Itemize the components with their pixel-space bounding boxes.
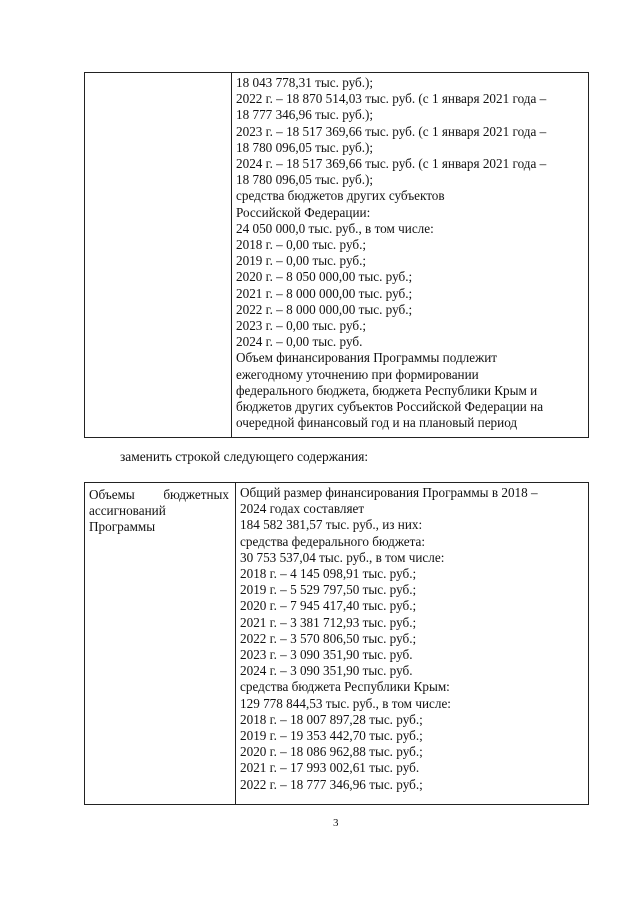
text-line: 2020 г. – 8 050 000,00 тыс. руб.; bbox=[236, 269, 413, 285]
text-line: 2018 г. – 0,00 тыс. руб.; bbox=[236, 237, 367, 253]
text-line: 18 777 346,96 тыс. руб.); bbox=[236, 107, 374, 123]
text-line: 2022 г. – 8 000 000,00 тыс. руб.; bbox=[236, 301, 413, 317]
text-line: 2019 г. – 19 353 442,70 тыс. руб.; bbox=[240, 728, 423, 744]
text-line: 18 043 778,31 тыс. руб.); bbox=[236, 75, 374, 90]
text-line: средства федерального бюджета: bbox=[240, 533, 426, 549]
row-header-cell bbox=[89, 487, 229, 536]
old-funding-text bbox=[236, 75, 584, 431]
text-line: очередной финансовый год и на плановый период bbox=[236, 415, 518, 431]
text-line: Российской Федерации: bbox=[236, 204, 371, 220]
page-number: 3 bbox=[333, 817, 339, 829]
new-funding-text bbox=[240, 485, 584, 793]
text-line: 2024 г. – 18 517 369,66 тыс. руб. (с 1 января 2021 года – bbox=[236, 156, 547, 172]
text-line: 2024 г. – 3 090 351,90 тыс. руб. bbox=[240, 663, 413, 679]
column-divider bbox=[235, 483, 236, 804]
text-line: 2019 г. – 0,00 тыс. руб.; bbox=[236, 253, 367, 269]
text-line: бюджетов других субъектов Российской Федерации на bbox=[236, 399, 544, 415]
text-line: 129 778 844,53 тыс. руб., в том числе: bbox=[240, 695, 451, 711]
text-line: 2024 г. – 0,00 тыс. руб. bbox=[236, 334, 363, 350]
text-line: 2024 годах составляет bbox=[240, 501, 365, 517]
text-line: 2023 г. – 0,00 тыс. руб.; bbox=[236, 318, 367, 334]
text-line: 2020 г. – 7 945 417,40 тыс. руб.; bbox=[240, 598, 417, 614]
text-line: Объем финансирования Программы подлежит bbox=[236, 350, 498, 366]
text-line: средства бюджетов других субъектов bbox=[236, 188, 445, 204]
replace-instruction: заменить строкой следующего содержания: bbox=[120, 449, 369, 464]
funding-table-new bbox=[84, 482, 589, 805]
column-divider bbox=[231, 73, 232, 437]
text-line: 2023 г. – 3 090 351,90 тыс. руб. bbox=[240, 647, 413, 663]
text-line: 24 050 000,0 тыс. руб., в том числе: bbox=[236, 220, 434, 236]
row-header-line: ассигнований bbox=[89, 503, 166, 519]
text-line: 2021 г. – 8 000 000,00 тыс. руб.; bbox=[236, 285, 413, 301]
row-header-word: бюджетных bbox=[163, 487, 229, 502]
funding-table-old bbox=[84, 72, 589, 438]
text-line: Общий размер финансирования Программы в 2018 – bbox=[240, 485, 538, 500]
text-line: 2020 г. – 18 086 962,88 тыс. руб.; bbox=[240, 744, 423, 760]
text-line: 2022 г. – 18 777 346,96 тыс. руб.; bbox=[240, 776, 423, 792]
row-header-word: Объемы bbox=[89, 487, 135, 502]
row-header-line: Программы bbox=[89, 519, 156, 535]
text-line: 2018 г. – 4 145 098,91 тыс. руб.; bbox=[240, 566, 417, 582]
text-line: 2022 г. – 3 570 806,50 тыс. руб.; bbox=[240, 630, 417, 646]
text-line: 184 582 381,57 тыс. руб., из них: bbox=[240, 517, 423, 533]
text-line: 2022 г. – 18 870 514,03 тыс. руб. (с 1 января 2021 года – bbox=[236, 91, 547, 107]
text-line: 2023 г. – 18 517 369,66 тыс. руб. (с 1 января 2021 года – bbox=[236, 123, 547, 139]
text-line: 30 753 537,04 тыс. руб., в том числе: bbox=[240, 549, 445, 565]
text-line: федерального бюджета, бюджета Республики Крым и bbox=[236, 382, 538, 398]
text-line: 2018 г. – 18 007 897,28 тыс. руб.; bbox=[240, 711, 423, 727]
text-line: 18 780 096,05 тыс. руб.); bbox=[236, 139, 374, 155]
text-line: средства бюджета Республики Крым: bbox=[240, 679, 450, 695]
text-line: 18 780 096,05 тыс. руб.); bbox=[236, 172, 374, 188]
text-line: 2021 г. – 3 381 712,93 тыс. руб.; bbox=[240, 614, 417, 630]
text-line: 2019 г. – 5 529 797,50 тыс. руб.; bbox=[240, 582, 417, 598]
text-line: 2021 г. – 17 993 002,61 тыс. руб. bbox=[240, 760, 420, 776]
text-line: ежегодному уточнению при формировании bbox=[236, 366, 479, 382]
